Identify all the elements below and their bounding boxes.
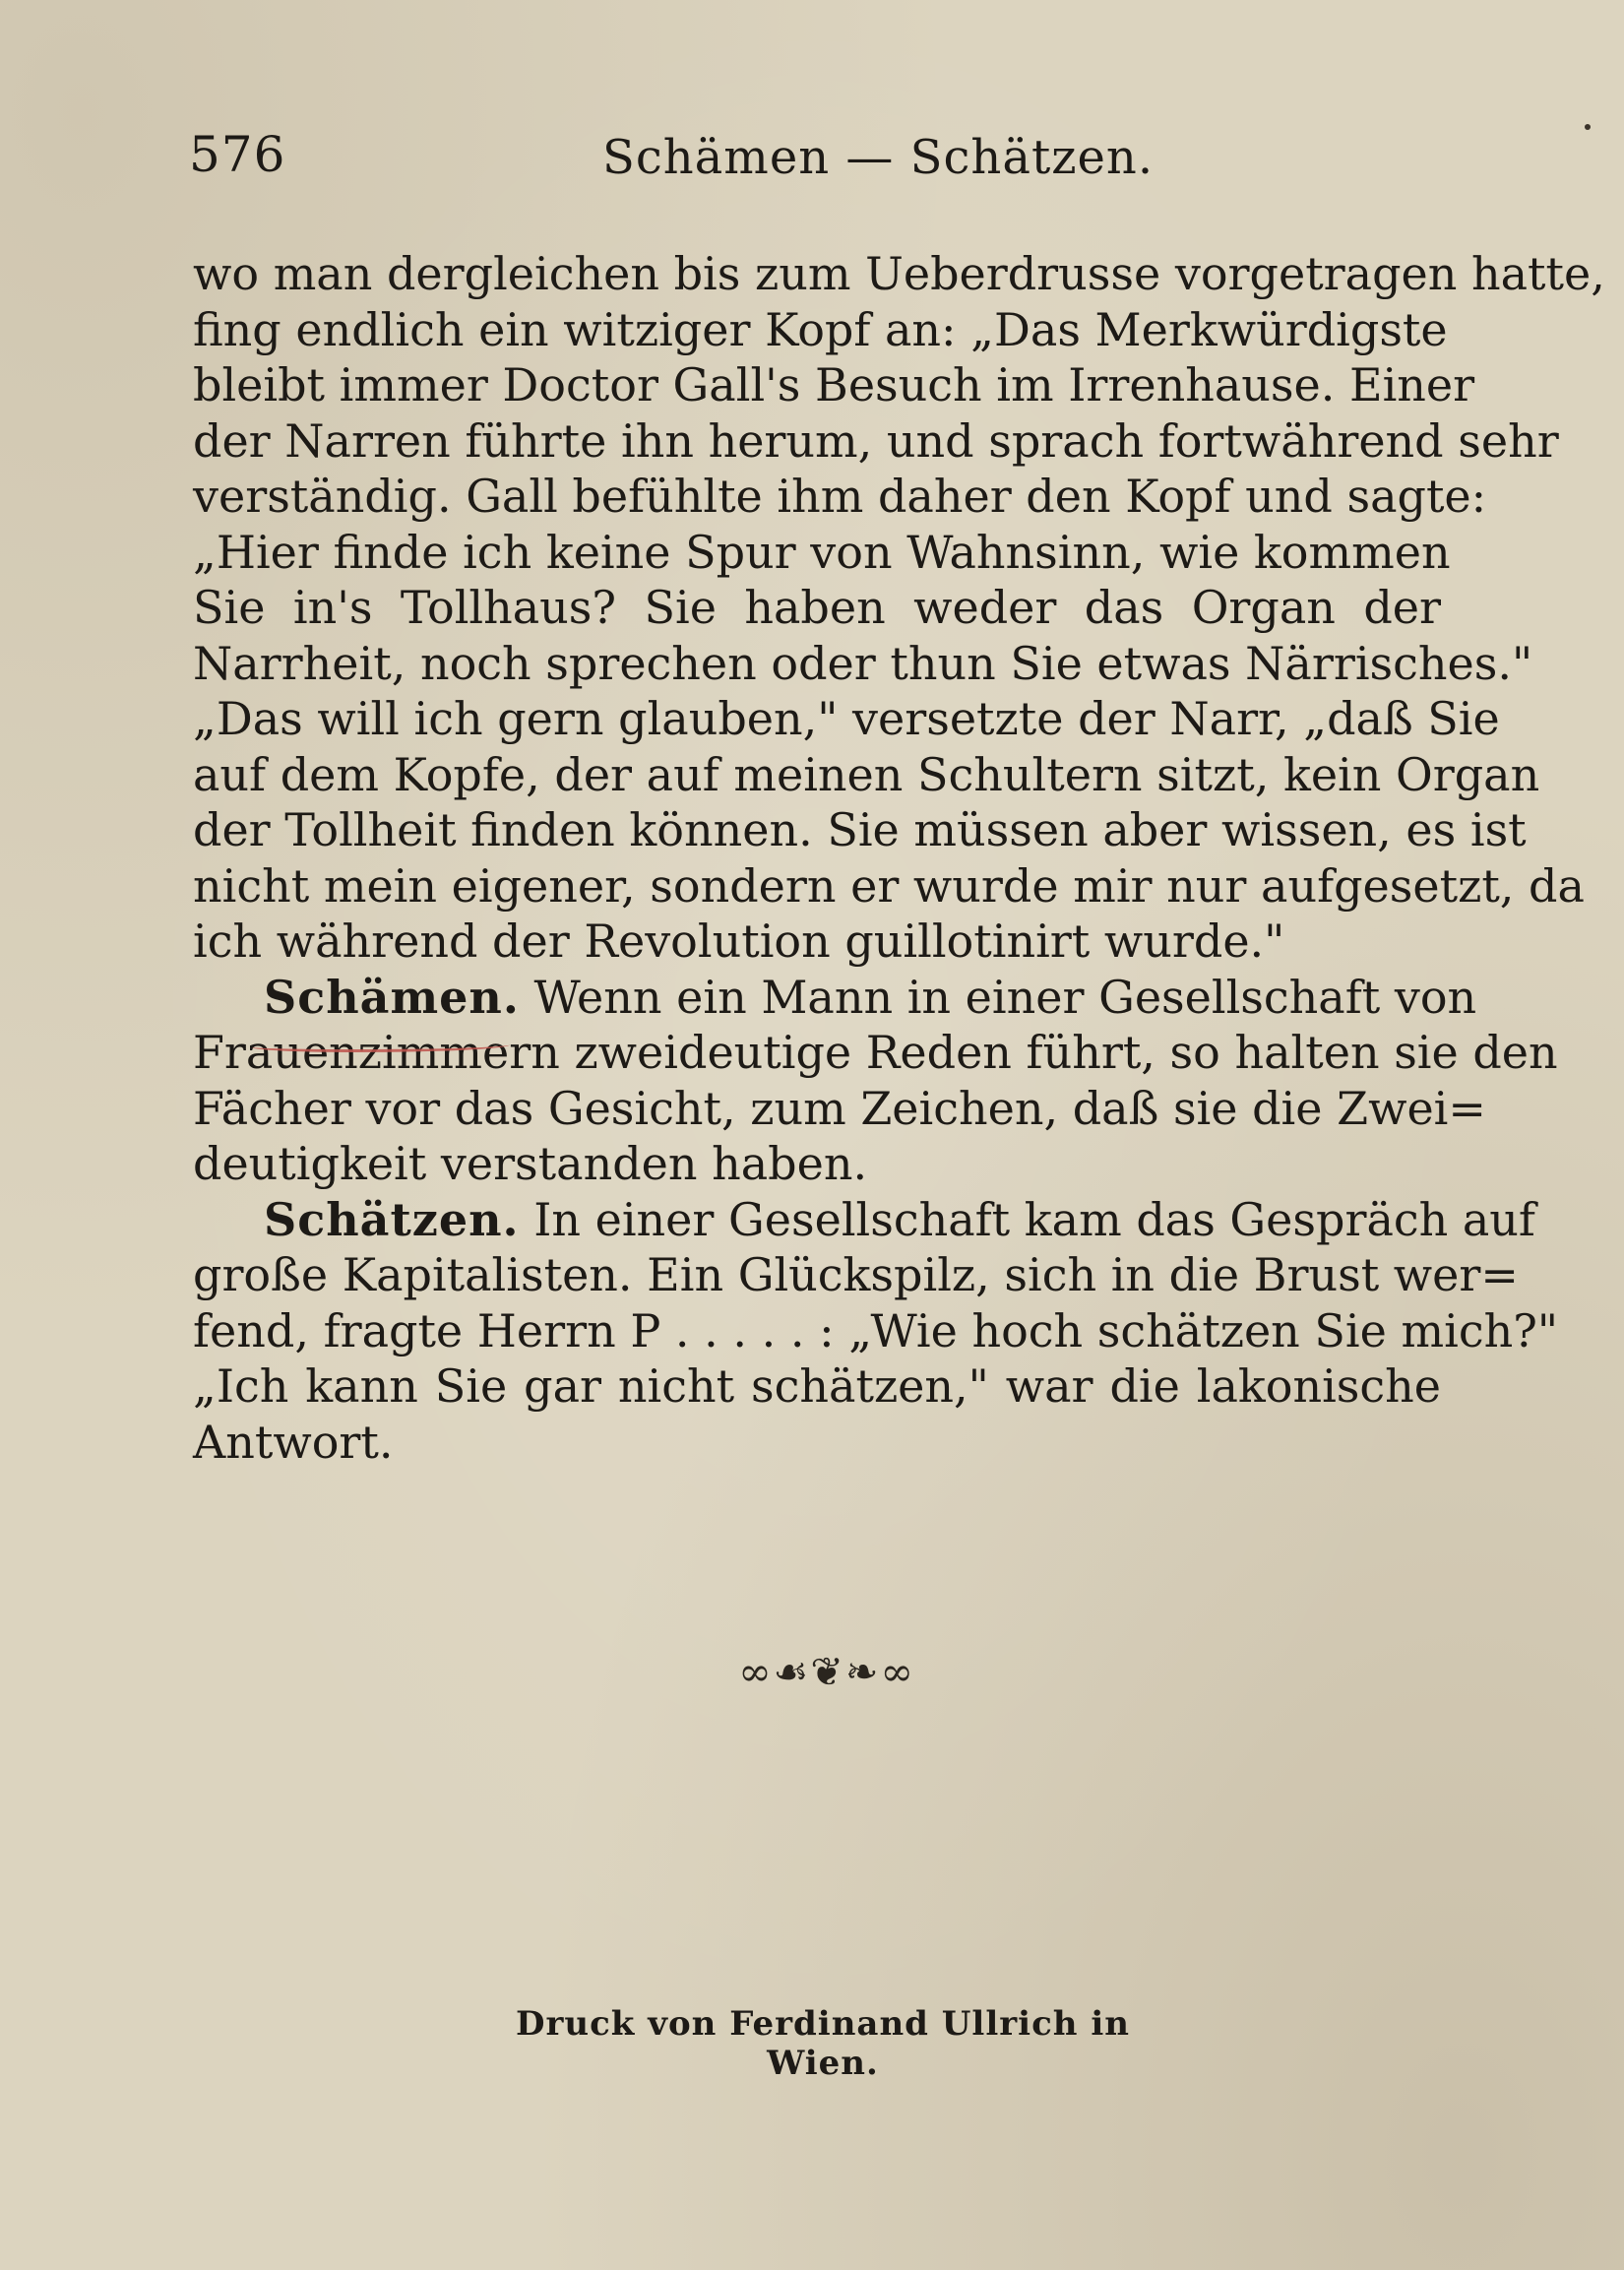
text-line: verständig. Gall befühlte ihm daher den Kopf und sagte:: [193, 470, 1487, 523]
text-line: fing endlich ein witziger Kopf an: „Das Merkwürdigste: [193, 302, 1448, 356]
text-line: „Ich kann Sie gar nicht schätzen," war die lakonische: [193, 1359, 1441, 1413]
text-line: „Hier finde ich keine Spur von Wahnsinn, wie kommen: [193, 525, 1451, 579]
text-line: Narrheit, noch sprechen oder thun Sie etwas Närrisches.": [193, 636, 1533, 690]
entry-term-schaemen: Schämen.: [264, 970, 520, 1024]
text-line: ich während der Revolution guillotinirt wurde.": [193, 914, 1285, 968]
text-line: fend, fragte Herrn P . . . . . : „Wie hoch schätzen Sie mich?": [193, 1303, 1559, 1357]
running-head: Schämen — Schätzen.: [602, 130, 1155, 185]
text-line: Fächer vor das Gesicht, zum Zeichen, daß sie die Zwei=: [193, 1081, 1486, 1135]
text-line: wo man dergleichen bis zum Ueberdrusse vorgetragen hatte,: [193, 247, 1605, 300]
text-line: „Das will ich gern glauben," versetzte der Narr, „daß Sie: [193, 692, 1500, 745]
text-line: bleibt immer Doctor Gall's Besuch im Irrenhause. Einer: [193, 358, 1475, 411]
entry-first-line: [193, 970, 1477, 1026]
printer-imprint: Druck von Ferdinand Ullrich in Wien.: [515, 2004, 1130, 2083]
text-line: nicht mein eigener, sondern er wurde mir nur aufgesetzt, da: [193, 858, 1585, 913]
entry-text: Wenn ein Mann in einer Gesellschaft von: [533, 970, 1477, 1024]
page-header: [189, 126, 1437, 195]
entry-first-line: [193, 1192, 1535, 1248]
text-line: der Tollheit finden können. Sie müssen aber wissen, es ist: [193, 803, 1527, 856]
text-line: große Kapitalisten. Ein Glückspilz, sich in die Brust wer=: [193, 1248, 1519, 1301]
ornament-divider: ∞☙❦❧∞: [738, 1650, 915, 1695]
entry-term-schaetzen: Schätzen.: [264, 1192, 520, 1246]
page-number: 576: [189, 126, 286, 183]
text-line: Frauenzimmern zweideutige Reden führt, so halten sie den: [193, 1026, 1558, 1079]
paper-speck: [1585, 124, 1591, 130]
text-line: auf dem Kopfe, der auf meinen Schultern sitzt, kein Organ: [193, 747, 1540, 801]
text-line: der Narren führte ihn herum, und sprach fortwährend sehr: [193, 413, 1559, 468]
text-line: deutigkeit verstanden haben.: [193, 1137, 868, 1190]
text-line: Sie in's Tollhaus? Sie haben weder das Organ der: [193, 581, 1441, 634]
entry-text: In einer Gesellschaft kam das Gespräch auf: [533, 1192, 1535, 1246]
body-text: [193, 246, 1605, 1470]
text-line: Antwort.: [193, 1415, 394, 1469]
